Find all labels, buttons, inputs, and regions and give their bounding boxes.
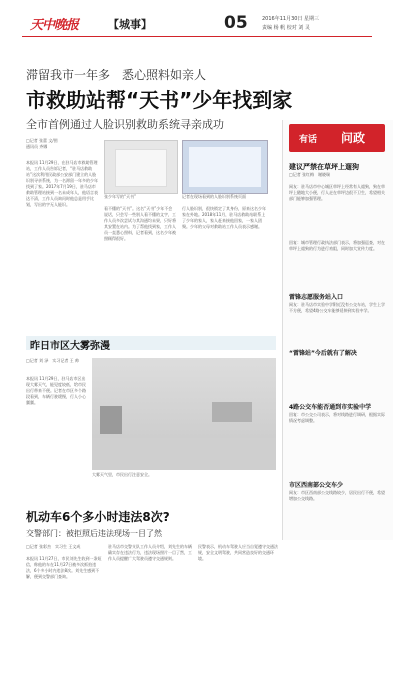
lead-headline: 市救助站帮“天书”少年找到家 xyxy=(26,88,293,112)
traffic-subhead: 交警部门：被拒照后违法现场一目了然 xyxy=(26,529,162,538)
byline-line: 通讯员 齐娜 xyxy=(26,144,48,149)
page-number: 05 xyxy=(224,13,248,33)
masthead-rule xyxy=(22,36,372,37)
column-logo-text: 有话 xyxy=(299,135,318,145)
lead-kicker: 滞留我市一年多 悉心照料如亲人 xyxy=(26,68,207,82)
fog-story xyxy=(26,336,276,476)
traffic-body-col2: 驻马店市交警支队工作人员介绍，刘先生的车辆确实存在违法行为，违法现场照片一目了然，工作人员提醒广大驾驶员遵守交通规则。 xyxy=(108,544,192,561)
traffic-body-col1: 本报讯 11月27日，市民刘先生收到一条短信，称他的车在11月27日被多次抓拍违法，6个多小时内违法8次。刘先生感到不解，便到交警部门查询。 xyxy=(26,556,102,579)
column-item-headline: “雷锋站”今后就有了解决 xyxy=(289,350,357,357)
lead-photo-caption-right: 记者在现场看到的人脸识别系统页面 xyxy=(182,194,246,199)
lead-byline xyxy=(26,138,96,150)
column-box xyxy=(282,120,393,540)
lead-body-col2: 看不懂的“天书”。这名“天书”少年不会说话，只会写一些别人看不懂的文字，工作人员多次尝试与其沟通均未果，只好将其安置在站内。为了帮他找到家，工作人员一直悉心照料，记者看到，这名少年被照顾得很好。 xyxy=(104,206,176,241)
traffic-byline: □记者 张彩杰 实习生 王文成 xyxy=(26,544,81,549)
masthead xyxy=(0,0,415,40)
lead-photo-left xyxy=(104,140,178,194)
column-logo-text2: 问政 xyxy=(341,131,366,145)
lead-photo-right xyxy=(182,140,268,194)
column-body: 网友：市区西南部公交线路较少，居民出行不便，希望增加公交线路。 xyxy=(289,490,385,501)
lead-photo-caption-left: 张少年写的“天书” xyxy=(104,194,137,199)
fog-headline: 昨日市区大雾弥漫 xyxy=(30,341,110,352)
lead-subhead: 全市首例通过人脸识别救助系统寻亲成功 xyxy=(26,118,224,131)
fog-body: 本报讯 11月29日，驻马店市区出现大雾天气，能见度较低，给市民出行带来不便。记者在市区多个路段看到，车辆行驶缓慢，行人小心翼翼。 xyxy=(26,376,86,405)
fog-byline: □记者 刘 泽 实习记者 王 帅 xyxy=(26,358,79,363)
column-logo xyxy=(289,124,385,152)
column-item-headline: 市区西南部公交车少 xyxy=(289,482,344,489)
column-body: 网友：驻马店市中心城区草坪上经常有人遛狗，狗在草坪上随地大小便，行人走在草坪边很不卫生，希望相关部门能够加强管理。 xyxy=(289,184,385,201)
column-body: 回复：市公交公司表示，将对线路进行调研，根据实际情况考虑调整。 xyxy=(289,412,385,423)
fog-photo xyxy=(92,358,276,470)
column-item-headline: 建议严禁在草坪上遛狗 xyxy=(289,163,359,171)
column-item-headline: 雷锋志愿服务站入口 xyxy=(289,294,344,301)
traffic-body-col3: 民警表示，机动车驾驶人应当自觉遵守交通法规，安全文明驾驶，共同营造良好的交通环境。 xyxy=(198,544,278,561)
column-body: 网友：驻马店市实验中学附近没有公交车站，学生上学不方便，希望4路公交车能够延伸到实验中学。 xyxy=(289,302,385,313)
column-item-headline: 4路公交车能否通到市实验中学 xyxy=(289,404,372,411)
date-line: 2016年11月30日 星期三 xyxy=(262,16,320,22)
fog-photo-caption: 大雾天气里，市民出行注意安全。 xyxy=(92,472,152,477)
column-item-byline: □记者 张红梅 谢晓瑞 xyxy=(289,172,331,177)
byline-line: □记者 张蕾 文/图 xyxy=(26,138,58,143)
section-label: 【城事】 xyxy=(108,18,152,31)
newspaper-logo: 天中晚报 xyxy=(30,18,79,33)
lead-body-col3: 行人脸识别，很快锁定了其身份，原来这名少年家在外地。2018年11月，驻马店救助站联系上了少年的家人，家人赶来接他回家，一家人团聚。少年的父母对救助站工作人员表示感谢。 xyxy=(182,206,266,229)
editor-line: 责编 杨 帆 校对 刘 灵 xyxy=(262,25,310,31)
lead-body-col1: 本报讯 11月29日，在驻马店市救助管理站，工作人员告诉记者，“驻马店救助站”这次利用民政部公安部门建立的人脸识别寻亲系统，为一名滞留一年多的少年找到了家。2017年7月19日，驻马店市救助管理站接到一名未成年人，他语言表达不清，工作人员询问时他总是用手比划，写出的字无人能识。 xyxy=(26,160,98,207)
column-body: 回复：城市管理行政执法部门表示，将加强巡查，对在草坪上遛狗的行为进行劝阻，同时加大宣传力度。 xyxy=(289,240,385,251)
traffic-headline: 机动车6个多小时违法8次? xyxy=(26,510,170,524)
